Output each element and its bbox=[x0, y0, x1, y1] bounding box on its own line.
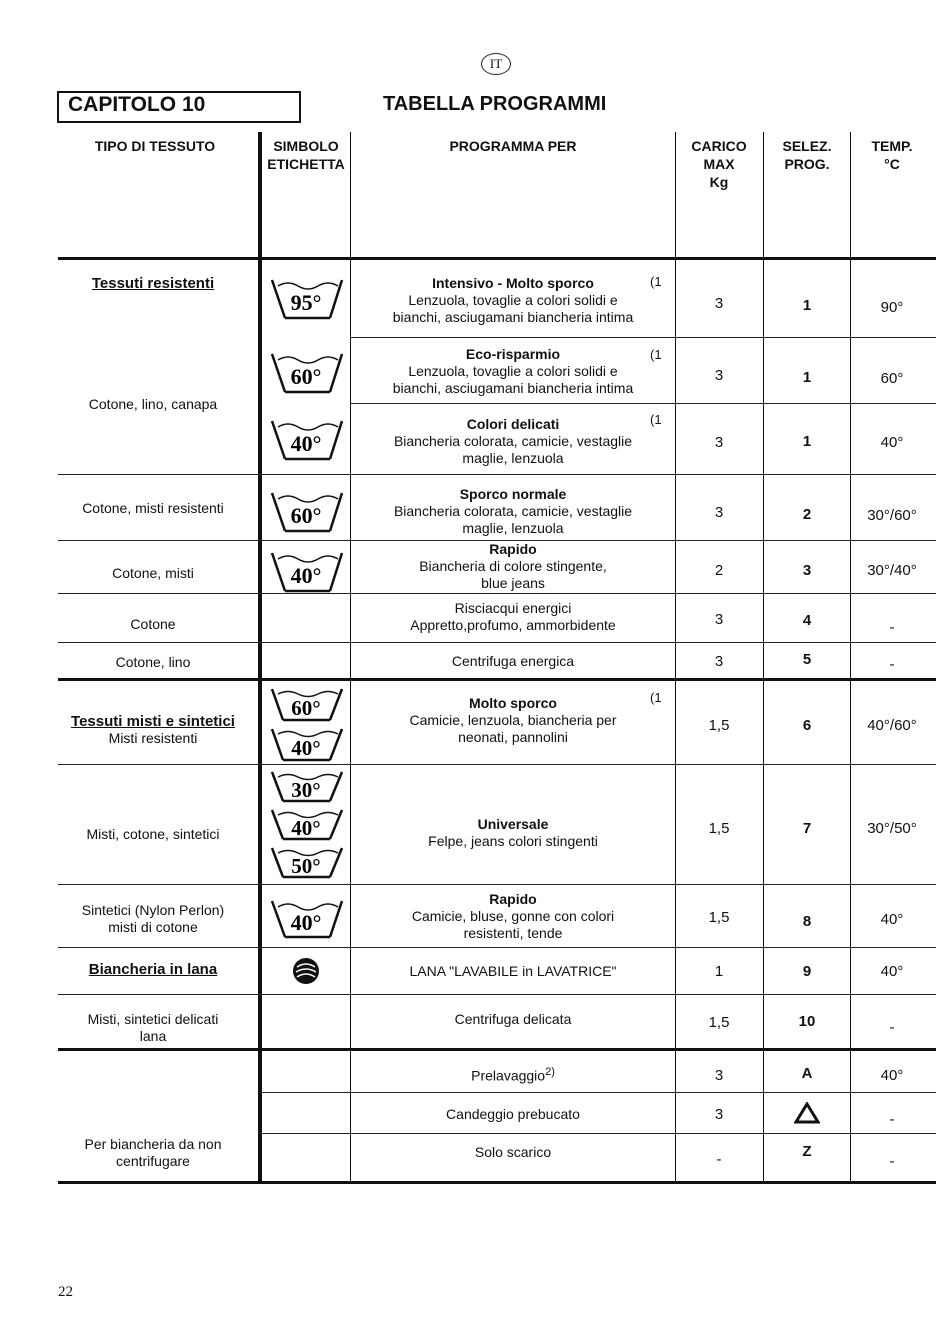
carico-value: 3 bbox=[714, 610, 724, 628]
temp-value: 40° bbox=[880, 962, 904, 980]
grid-hline bbox=[58, 884, 936, 885]
program-cell: Eco-risparmio Lenzuola, tovaglie a colori solidi e bianchi, asciugamani biancheria intima bbox=[392, 345, 634, 396]
grid-hline bbox=[58, 257, 936, 260]
fabric-label: Cotone, misti bbox=[112, 564, 194, 581]
wash-tub-icon bbox=[268, 483, 344, 535]
fabric-label: Per biancheria da non centrifugare bbox=[84, 1136, 222, 1169]
carico-value: 3 bbox=[714, 1105, 724, 1123]
wash-tub-icon bbox=[268, 270, 344, 322]
carico-value: 3 bbox=[714, 503, 724, 521]
fabric-label: Cotone, lino bbox=[115, 653, 191, 670]
symbol-cell bbox=[268, 342, 344, 398]
fabric-label: Cotone, lino, canapa bbox=[88, 395, 218, 412]
program-number: 4 bbox=[802, 611, 812, 629]
wash-tub-icon bbox=[268, 768, 344, 804]
wash-tub-icon bbox=[268, 893, 344, 941]
grid-vline-1 bbox=[258, 132, 262, 1184]
grid-hline bbox=[58, 593, 936, 594]
symbol-cell bbox=[268, 541, 344, 597]
header-selez: SELEZ. PROG. bbox=[782, 138, 832, 172]
grid-hline bbox=[58, 1048, 936, 1051]
grid-hline bbox=[58, 642, 936, 643]
symbol-temp: 30° bbox=[291, 778, 321, 802]
symbol-temp: 50° bbox=[291, 854, 321, 878]
header-carico: CARICO MAX Kg bbox=[691, 138, 747, 190]
grid-hline bbox=[260, 1133, 936, 1134]
program-cell: LANA "LAVABILE in LAVATRICE" bbox=[409, 962, 617, 979]
symbol-temp: 40° bbox=[290, 910, 322, 935]
wash-tub-icon bbox=[268, 411, 344, 463]
temp-value: 40°/60° bbox=[867, 716, 917, 734]
program-cell: Solo scarico bbox=[474, 1143, 552, 1160]
header-temp: TEMP. °C bbox=[871, 138, 913, 172]
carico-value: 3 bbox=[714, 1066, 724, 1084]
grid-hline bbox=[58, 1181, 936, 1184]
grid-hline bbox=[58, 678, 936, 681]
temp-value: 60° bbox=[880, 369, 904, 387]
carico-value: 1,5 bbox=[708, 1013, 730, 1031]
program-number: 1 bbox=[802, 296, 812, 314]
carico-value: 1,5 bbox=[708, 716, 730, 734]
wool-icon bbox=[291, 955, 321, 992]
program-cell: Candeggio prebucato bbox=[446, 1105, 580, 1122]
temp-value: 90° bbox=[880, 298, 904, 316]
symbol-cell bbox=[268, 891, 344, 943]
symbol-temp: 95° bbox=[290, 290, 322, 315]
temp-value: - bbox=[889, 1110, 895, 1128]
wash-tub-icon bbox=[268, 725, 344, 763]
wash-tub-icon bbox=[268, 844, 344, 880]
grid-hline bbox=[58, 994, 936, 995]
carico-value: - bbox=[716, 1150, 722, 1168]
temp-value: - bbox=[889, 618, 895, 636]
footnote-mark: (1 bbox=[650, 690, 662, 705]
temp-value: 40° bbox=[880, 1066, 904, 1084]
triangle-icon bbox=[794, 1102, 820, 1129]
fabric-label: Misti, cotone, sintetici bbox=[86, 825, 220, 842]
grid-hline bbox=[350, 403, 936, 404]
symbol-temp: 40° bbox=[290, 563, 322, 588]
program-cell: Centrifuga delicata bbox=[454, 1010, 572, 1027]
symbol-temp: 40° bbox=[290, 431, 322, 456]
program-number: 7 bbox=[802, 819, 812, 837]
carico-value: 1,5 bbox=[708, 819, 730, 837]
grid-hline bbox=[350, 337, 936, 338]
page-title: TABELLA PROGRAMMI bbox=[383, 93, 607, 115]
program-number: Z bbox=[802, 1142, 812, 1160]
program-number: 5 bbox=[802, 650, 812, 668]
temp-value: - bbox=[889, 655, 895, 673]
carico-value: 3 bbox=[714, 366, 724, 384]
symbol-temp: 60° bbox=[290, 364, 322, 389]
carico-value: 2 bbox=[714, 561, 724, 579]
fabric-category: Tessuti resistenti bbox=[91, 274, 215, 292]
program-cell: Intensivo - Molto sporco Lenzuola, tovaglie a colori solidi e bianchi, asciugamani biancheria intima bbox=[392, 274, 634, 325]
header-simbolo: SIMBOLO ETICHETTA bbox=[267, 138, 345, 172]
program-cell: Risciacqui energici Appretto,profumo, ammorbidente bbox=[410, 600, 616, 633]
header-tessuto: TIPO DI TESSUTO bbox=[94, 138, 216, 154]
header-programma: PROGRAMMA PER bbox=[449, 138, 577, 154]
symbol-temp: 40° bbox=[291, 736, 321, 760]
program-number: 8 bbox=[802, 912, 812, 930]
grid-hline bbox=[58, 947, 936, 948]
fabric-category-misti: Tessuti misti e sintetici Misti resistenti bbox=[71, 713, 235, 746]
symbol-cell bbox=[268, 766, 344, 882]
symbol-cell bbox=[268, 481, 344, 537]
fabric-label: Cotone, misti resistenti bbox=[82, 499, 224, 516]
temp-value: 40° bbox=[880, 910, 904, 928]
symbol-cell bbox=[268, 409, 344, 465]
program-number: A bbox=[801, 1064, 813, 1082]
program-number: 2 bbox=[802, 505, 812, 523]
carico-value: 1,5 bbox=[708, 908, 730, 926]
symbol-temp: 40° bbox=[291, 816, 321, 840]
program-cell: Universale Felpe, jeans colori stingenti bbox=[428, 816, 598, 849]
temp-value: - bbox=[889, 1018, 895, 1036]
grid-vline-2 bbox=[350, 132, 351, 1184]
wash-tub-icon bbox=[268, 543, 344, 595]
program-cell: Rapido Biancheria di colore stingente, blue jeans bbox=[419, 540, 607, 591]
footnote-mark: (1 bbox=[650, 347, 662, 362]
program-number: 3 bbox=[802, 561, 812, 579]
symbol-cell bbox=[268, 683, 344, 765]
carico-value: 1 bbox=[714, 962, 724, 980]
program-number: 6 bbox=[802, 716, 812, 734]
wash-tub-icon bbox=[268, 806, 344, 842]
program-cell: Centrifuga energica bbox=[451, 652, 575, 669]
program-cell: Rapido Camicie, bluse, gonne con colori resistenti, tende bbox=[411, 890, 615, 941]
fabric-category-lana: Biancheria in lana bbox=[88, 960, 218, 978]
page-number: 22 bbox=[58, 1284, 73, 1300]
language-badge: IT bbox=[481, 53, 511, 75]
symbol-cell bbox=[268, 268, 344, 324]
grid-hline bbox=[58, 764, 936, 765]
chapter-title: CAPITOLO 10 bbox=[68, 93, 206, 116]
fabric-label: Sintetici (Nylon Perlon) misti di cotone bbox=[81, 902, 225, 935]
program-number: 9 bbox=[802, 962, 812, 980]
temp-value: 30°/60° bbox=[867, 506, 917, 524]
temp-value: 30°/40° bbox=[867, 561, 917, 579]
program-cell: Molto sporco Camicie, lenzuola, biancheria per neonati, pannolini bbox=[409, 694, 617, 745]
carico-value: 3 bbox=[714, 433, 724, 451]
temp-value: 30°/50° bbox=[867, 819, 917, 837]
program-number: 1 bbox=[802, 368, 812, 386]
footnote-mark: (1 bbox=[650, 412, 662, 427]
symbol-temp: 60° bbox=[291, 696, 321, 720]
carico-value: 3 bbox=[714, 294, 724, 312]
program-cell: Sporco normale Biancheria colorata, camicie, vestaglie maglie, lenzuola bbox=[393, 485, 633, 536]
footnote-mark: 2) bbox=[545, 1065, 555, 1078]
carico-value: 3 bbox=[714, 652, 724, 670]
fabric-label: Cotone bbox=[130, 615, 176, 632]
program-cell: Colori delicati Biancheria colorata, camicie, vestaglie maglie, lenzuola bbox=[393, 415, 633, 466]
temp-value: - bbox=[889, 1152, 895, 1170]
wash-tub-icon bbox=[268, 344, 344, 396]
program-number: 10 bbox=[798, 1012, 816, 1030]
grid-hline bbox=[58, 474, 936, 475]
grid-hline bbox=[260, 1092, 936, 1093]
temp-value: 40° bbox=[880, 433, 904, 451]
fabric-label: Misti, sintetici delicati lana bbox=[87, 1011, 219, 1044]
symbol-temp: 60° bbox=[290, 503, 322, 528]
program-number: 1 bbox=[802, 432, 812, 450]
wash-tub-icon bbox=[268, 685, 344, 723]
program-cell: Prelavaggio$^{2)}$ bbox=[471, 1065, 555, 1084]
footnote-mark: (1 bbox=[650, 274, 662, 289]
